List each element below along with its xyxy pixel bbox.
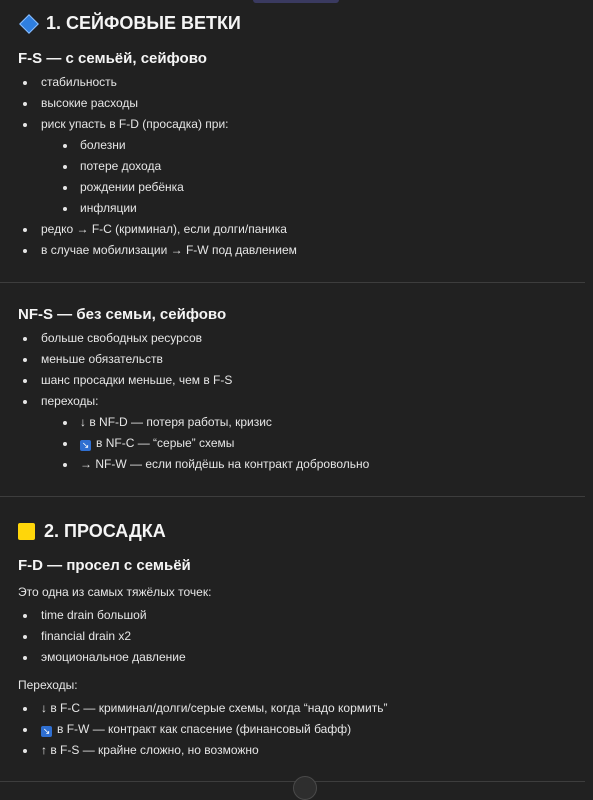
list-item: инфляции [18,198,585,219]
fd-transitions [18,698,585,761]
yellow-square-icon [18,523,35,540]
list-item: меньше обязательств [18,349,585,370]
list-item: ↘ в F-W — контракт как спасение (финансовый бафф) [18,719,585,740]
list-item: рождении ребёнка [18,177,585,198]
list-item: редко → F-C (криминал), если долги/паника [18,219,585,240]
nfs-list [18,328,585,412]
transitions-label: Переходы: [18,678,78,692]
list-item: в случае мобилизации → F-W под давлением [18,240,585,261]
fd-heading: F-D — просел с семьёй [18,557,191,574]
scroll-down-button[interactable] [293,776,317,800]
section1-header [18,13,585,34]
list-item: шанс просадки меньше, чем в F-S [18,370,585,391]
list-item: ↓ в NF-D — потеря работы, кризис [18,412,585,433]
list-item: больше свободных ресурсов [18,328,585,349]
fs-heading: F-S — с семьёй, сейфово [18,50,207,67]
list-item: → NF-W — если пойдёшь на контракт добровольно [18,454,585,475]
list-item: time drain большой [18,605,585,626]
list-item: ↑ в F-S — крайне сложно, но возможно [18,740,585,761]
fs-list [18,72,585,135]
list-item: риск упасть в F-D (просадка) при: [18,114,585,135]
top-tab-indicator [253,0,339,3]
list-item: высокие расходы [18,93,585,114]
list-item: стабильность [18,72,585,93]
list-item: financial drain x2 [18,626,585,647]
list-item: болезни [18,135,585,156]
fd-list [18,605,585,668]
fs-sublist [18,135,585,219]
divider [0,496,585,497]
section2-header [18,521,585,542]
section2-title: 2. ПРОСАДКА [44,521,166,541]
arrow-down-right-icon: ↘ [81,440,90,450]
fs-list-after [18,219,585,261]
nfs-sublist [18,412,585,475]
section1-title: 1. СЕЙФОВЫЕ ВЕТКИ [46,13,241,33]
divider [0,282,585,283]
arrow-down-right-icon: ↘ [42,726,51,736]
list-item: переходы: [18,391,585,412]
nfs-heading: NF-S — без семьи, сейфово [18,306,227,323]
divider [0,781,585,782]
fd-intro: Это одна из самых тяжёлых точек: [18,585,212,599]
list-item: ↓ в F-C — криминал/долги/серые схемы, когда “надо кормить” [18,698,585,719]
list-item: эмоциональное давление [18,647,585,668]
list-item: ↘ в NF-C — “серые” схемы [18,433,585,454]
blue-diamond-icon [19,14,39,34]
list-item: потере дохода [18,156,585,177]
